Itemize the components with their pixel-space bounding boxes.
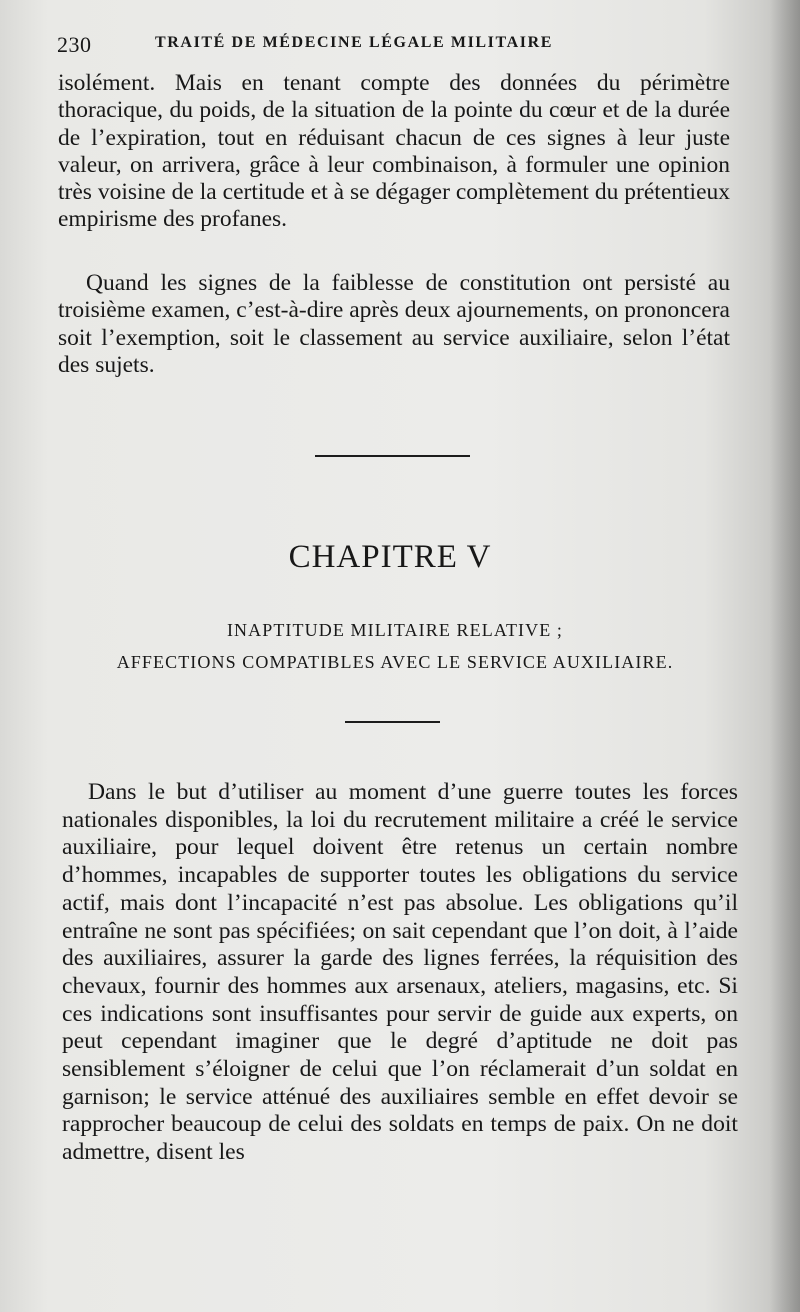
chapter-title: CHAPITRE V (288, 539, 492, 575)
chapter-subtitle-line-1: INAPTITUDE MILITAIRE RELATIVE ; (226, 620, 564, 640)
chapter-subtitle-line-2: AFFECTIONS COMPATIBLES AVEC LE SERVICE AUXILIAIRE. (116, 652, 674, 672)
running-title: TRAITÉ DE MÉDECINE LÉGALE MILITAIRE (155, 34, 553, 51)
page-header (57, 28, 737, 60)
paragraph-exemption: Quand les signes de la faiblesse de constitution ont persisté au troisième examen, c’est-à-dire après deux ajournements, on prononcera soit l’exemption, soit le classement au service auxiliaire, selon l’état des sujets. (58, 270, 730, 378)
section-divider-top (315, 455, 470, 457)
page-number: 230 (57, 32, 92, 57)
paragraph-service-auxiliaire: Dans le but d’utiliser au moment d’une guerre toutes les forces nationales disponibles, la loi du recrutement militaire a créé le service auxiliaire, pour lequel doivent être retenus un certain nombre d’hommes, incapables de supporter toutes les obligations du service actif, mais dont l’incapacité n’est pas absolue. Les obligations qu’il entraîne ne sont pas spécifiées; on sait cependant que l’on doit, à l’aide des auxiliaires, assurer la garde des lignes ferrées, la réquisition des chevaux, fournir des hommes aux arsenaux, ateliers, magasins, etc. Si ces indications sont insuffisantes pour servir de guide aux experts, on peut cependant imaginer que le degré d’aptitude ne doit pas sensiblement s’éloigner de celui que l’on réclamerait d’un soldat en garnison; le service atténué des auxiliaires semble en effet devoir se rapprocher beaucoup de celui des soldats en temps de paix. On ne doit admettre, disent les (62, 779, 738, 1166)
paragraph-continuation: isolément. Mais en tenant compte des données du périmètre thoracique, du poids, de la situation de la pointe du cœur et de la durée de l’expiration, tout en réduisant chacun de ces signes à leur juste valeur, on arrivera, grâce à leur combinaison, à formuler une opinion très voisine de la certitude et à se dégager complètement du prétentieux empirisme des profanes. (58, 70, 730, 233)
section-divider-bottom (345, 721, 440, 723)
